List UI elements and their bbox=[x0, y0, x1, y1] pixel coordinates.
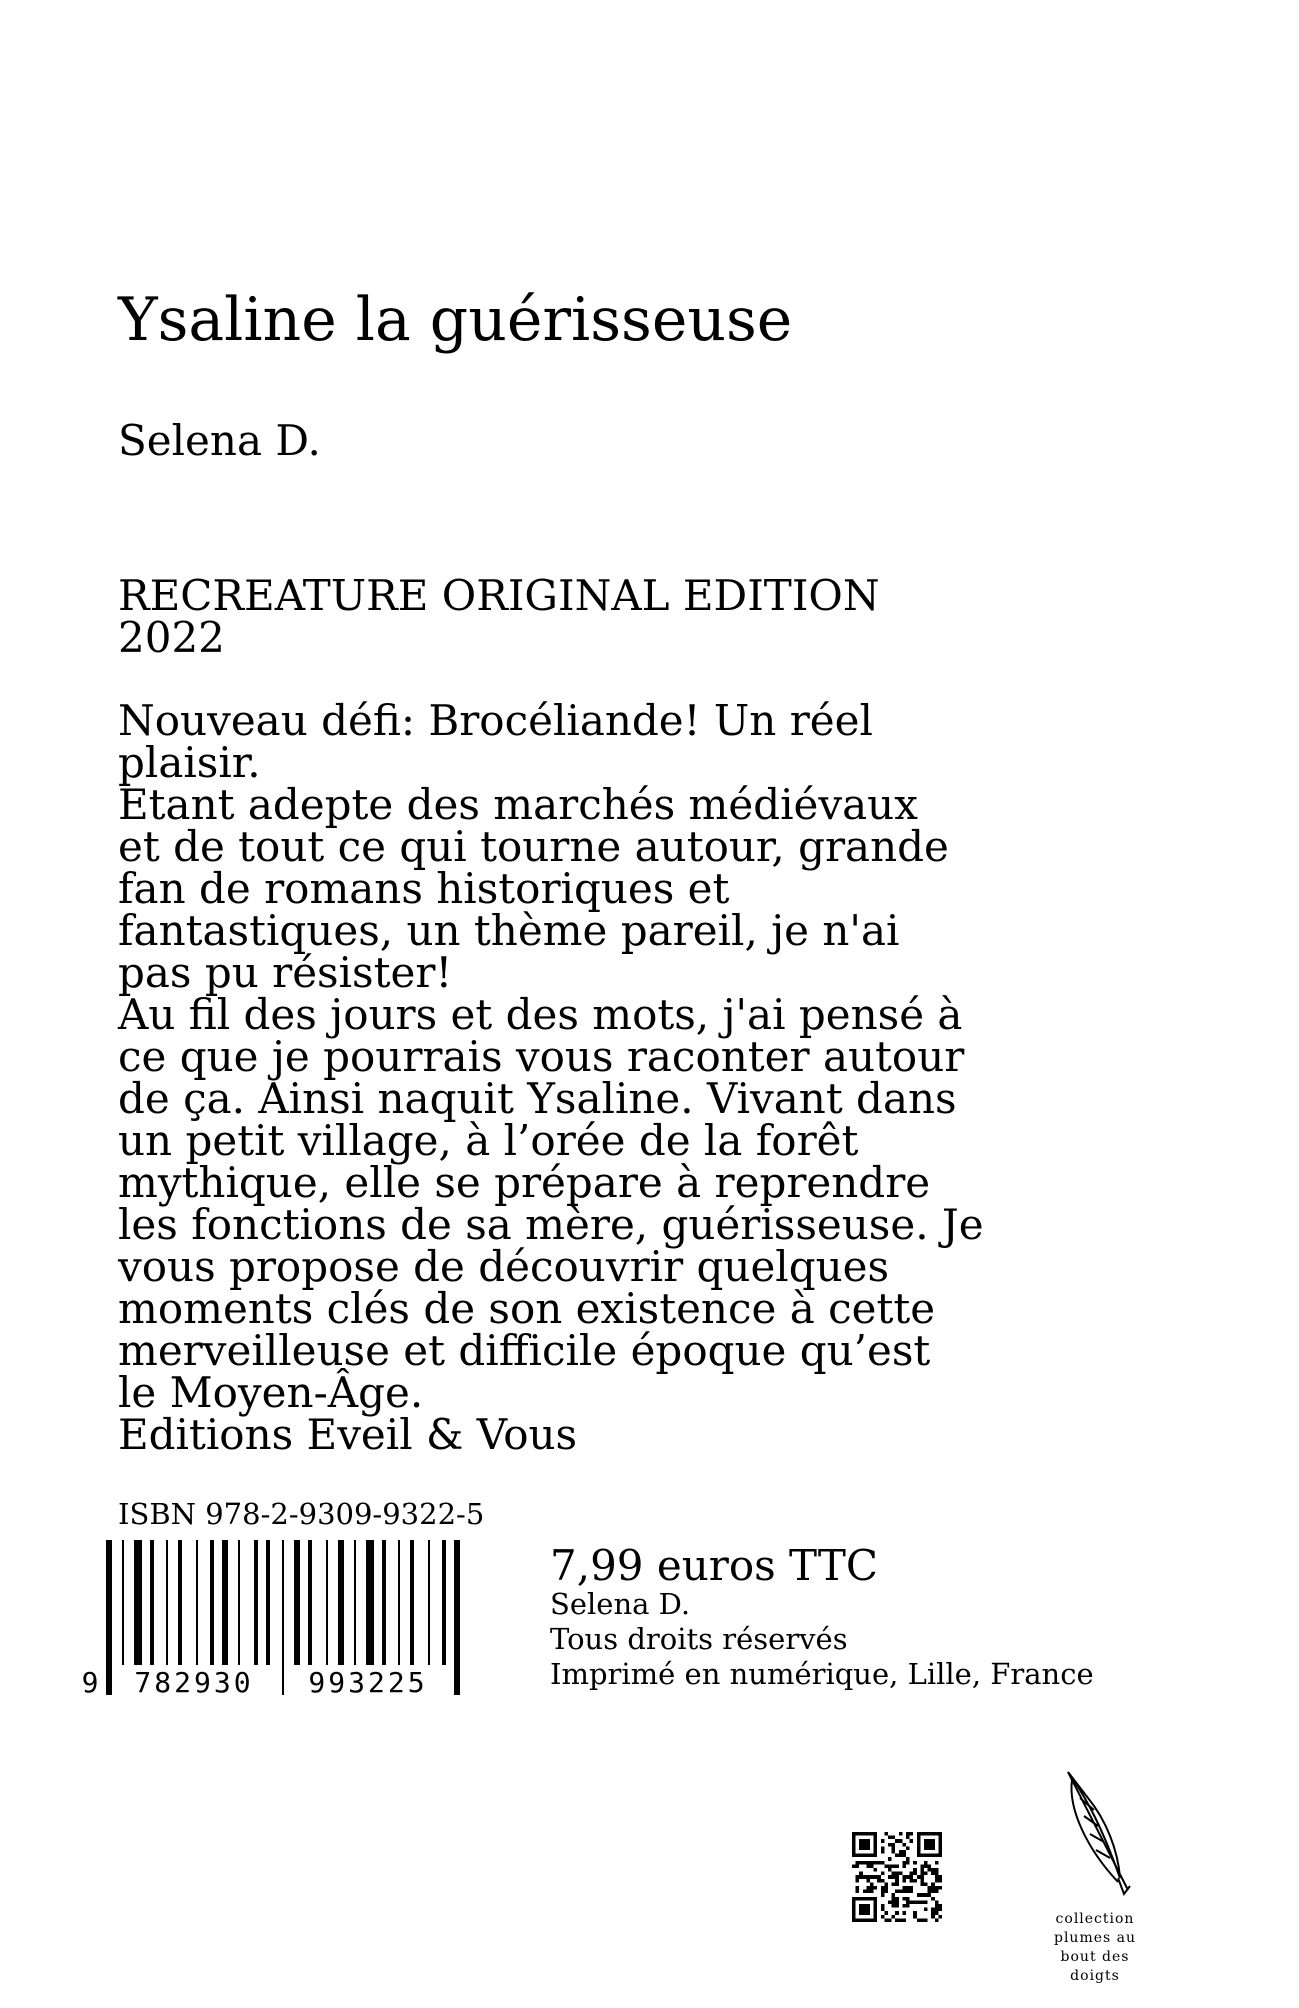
qr-module bbox=[913, 1900, 917, 1904]
qr-module bbox=[902, 1904, 906, 1908]
qr-module bbox=[910, 1886, 914, 1890]
qr-module bbox=[866, 1864, 870, 1868]
qr-module bbox=[913, 1861, 917, 1865]
qr-module bbox=[899, 1839, 903, 1843]
barcode-bar bbox=[166, 1540, 168, 1665]
qr-module bbox=[899, 1918, 903, 1922]
barcode-bar bbox=[210, 1540, 214, 1665]
qr-module bbox=[884, 1832, 888, 1836]
qr-module bbox=[895, 1911, 899, 1915]
qr-module bbox=[906, 1897, 910, 1901]
qr-module bbox=[888, 1918, 892, 1922]
qr-module bbox=[899, 1890, 903, 1894]
qr-module bbox=[910, 1832, 914, 1836]
qr-finder bbox=[859, 1839, 870, 1850]
blurb bbox=[118, 696, 1218, 1459]
qr-module bbox=[892, 1882, 896, 1886]
barcode-digit-first: 9 bbox=[81, 1666, 99, 1699]
barcode-bar bbox=[222, 1540, 228, 1665]
qr-module bbox=[920, 1864, 924, 1868]
qr-module bbox=[881, 1886, 885, 1890]
qr-module bbox=[870, 1861, 874, 1865]
qr-module bbox=[852, 1864, 856, 1868]
qr-module bbox=[928, 1893, 932, 1897]
qr-module bbox=[910, 1872, 914, 1876]
qr-module bbox=[895, 1882, 899, 1886]
qr-module bbox=[906, 1890, 910, 1894]
barcode-bar bbox=[382, 1540, 386, 1665]
qr-module bbox=[899, 1850, 903, 1854]
qr-module bbox=[892, 1864, 896, 1868]
qr-module bbox=[892, 1904, 896, 1908]
qr-module bbox=[874, 1868, 878, 1872]
collection-name bbox=[1040, 1910, 1150, 1986]
barcode-bar bbox=[398, 1540, 400, 1665]
qr-module bbox=[859, 1872, 863, 1876]
collection-line: bout des bbox=[1060, 1949, 1130, 1965]
qr-module bbox=[931, 1886, 935, 1890]
collection-line: plumes au bbox=[1053, 1930, 1136, 1946]
qr-module bbox=[931, 1908, 935, 1912]
qr-module bbox=[866, 1861, 870, 1865]
qr-module bbox=[870, 1864, 874, 1868]
rights-notice: Tous droits réservés bbox=[550, 1622, 848, 1656]
qr-module bbox=[931, 1872, 935, 1876]
barcode-bar bbox=[454, 1540, 460, 1695]
barcode-bar bbox=[442, 1540, 446, 1665]
qr-module bbox=[924, 1864, 928, 1868]
qr-module bbox=[906, 1836, 910, 1840]
qr-module bbox=[892, 1875, 896, 1879]
qr-module bbox=[913, 1915, 917, 1919]
qr-module bbox=[895, 1864, 899, 1868]
qr-module bbox=[913, 1879, 917, 1883]
qr-module bbox=[920, 1868, 924, 1872]
qr-module bbox=[906, 1886, 910, 1890]
qr-module bbox=[931, 1882, 935, 1886]
barcode-bar bbox=[196, 1540, 198, 1665]
qr-module bbox=[938, 1908, 942, 1912]
price-block bbox=[550, 1541, 1094, 1692]
qr-module bbox=[906, 1900, 910, 1904]
qr-finder bbox=[917, 1832, 942, 1836]
qr-module bbox=[892, 1900, 896, 1904]
qr-module bbox=[899, 1854, 903, 1858]
qr-module bbox=[902, 1897, 906, 1901]
feather-icon bbox=[1058, 1770, 1138, 1900]
barcode-digits-right: 993225 bbox=[308, 1666, 428, 1699]
blurb-line: vous propose de découvrir quelques bbox=[118, 1242, 890, 1291]
qr-module bbox=[888, 1900, 892, 1904]
barcode-bar bbox=[410, 1540, 414, 1665]
qr-module bbox=[938, 1904, 942, 1908]
qr-module bbox=[902, 1886, 906, 1890]
qr-module bbox=[920, 1879, 924, 1883]
qr-module bbox=[924, 1893, 928, 1897]
qr-module bbox=[888, 1836, 892, 1840]
barcode-bar bbox=[122, 1540, 124, 1665]
blurb-line: pas pu résister! bbox=[118, 948, 453, 997]
barcode-digits-left: 782930 bbox=[134, 1666, 254, 1699]
qr-module bbox=[881, 1839, 885, 1843]
qr-module bbox=[895, 1904, 899, 1908]
qr-module bbox=[935, 1918, 939, 1922]
blurb-line: un petit village, à l’orée de la forêt bbox=[118, 1116, 859, 1165]
qr-module bbox=[920, 1872, 924, 1876]
barcode-bar bbox=[106, 1540, 112, 1695]
blurb-line: et de tout ce qui tourne autour, grande bbox=[118, 822, 949, 871]
qr-module bbox=[920, 1893, 924, 1897]
qr-module bbox=[902, 1879, 906, 1883]
qr-module bbox=[874, 1886, 878, 1890]
qr-module bbox=[924, 1918, 928, 1922]
qr-module bbox=[906, 1904, 910, 1908]
qr-module bbox=[895, 1839, 899, 1843]
qr-module bbox=[859, 1861, 863, 1865]
blurb-line: plaisir. bbox=[118, 738, 261, 787]
qr-module bbox=[935, 1904, 939, 1908]
qr-module bbox=[877, 1861, 881, 1865]
qr-module bbox=[920, 1875, 924, 1879]
qr-module bbox=[902, 1864, 906, 1868]
collection-logo bbox=[1040, 1770, 1150, 2000]
qr-module bbox=[881, 1908, 885, 1912]
isbn-label: ISBN 978-2-9309-9322-5 bbox=[118, 1497, 485, 1531]
qr-module bbox=[910, 1890, 914, 1894]
qr-module bbox=[935, 1900, 939, 1904]
qr-module bbox=[935, 1861, 939, 1865]
qr-module bbox=[888, 1868, 892, 1872]
author-name: Selena D. bbox=[118, 416, 321, 465]
qr-module bbox=[924, 1908, 928, 1912]
qr-module bbox=[924, 1900, 928, 1904]
qr-module bbox=[884, 1886, 888, 1890]
qr-module bbox=[856, 1861, 860, 1865]
qr-module bbox=[902, 1911, 906, 1915]
qr-module bbox=[856, 1879, 860, 1883]
qr-module bbox=[870, 1875, 874, 1879]
barcode-bar bbox=[282, 1540, 284, 1695]
blurb-line: fan de romans historiques et bbox=[118, 864, 730, 913]
qr-module bbox=[910, 1900, 914, 1904]
qr-finder bbox=[852, 1918, 877, 1922]
qr-finder bbox=[917, 1854, 942, 1858]
qr-module bbox=[856, 1890, 860, 1894]
collection-line: doigts bbox=[1070, 1968, 1120, 1984]
blurb-line: Etant adepte des marchés médiévaux bbox=[118, 780, 918, 829]
blurb-line: fantastiques, un thème pareil, je n'ai bbox=[118, 906, 900, 955]
barcode-bar bbox=[294, 1540, 300, 1665]
barcode-bar bbox=[178, 1540, 182, 1665]
qr-module bbox=[902, 1854, 906, 1858]
qr-module bbox=[913, 1872, 917, 1876]
qr-module bbox=[902, 1918, 906, 1922]
qr-module bbox=[892, 1872, 896, 1876]
qr-finder bbox=[917, 1832, 921, 1857]
qr-module bbox=[902, 1861, 906, 1865]
blurb-line: ce que je pourrais vous raconter autour bbox=[118, 1032, 965, 1081]
book-title: Ysaline la guérisseuse bbox=[118, 285, 793, 355]
qr-module bbox=[895, 1900, 899, 1904]
qr-module bbox=[884, 1864, 888, 1868]
qr-module bbox=[910, 1875, 914, 1879]
qr-module bbox=[895, 1872, 899, 1876]
qr-module bbox=[938, 1875, 942, 1879]
edition-info bbox=[118, 571, 1218, 662]
copyright-author: Selena D. bbox=[550, 1587, 691, 1621]
qr-module bbox=[884, 1911, 888, 1915]
qr-module bbox=[884, 1918, 888, 1922]
qr-finder bbox=[852, 1897, 856, 1922]
barcode-bar bbox=[238, 1540, 240, 1665]
qr-finder bbox=[859, 1904, 870, 1915]
qr-module bbox=[863, 1861, 867, 1865]
qr-module bbox=[935, 1868, 939, 1872]
qr-module bbox=[902, 1890, 906, 1894]
qr-module bbox=[881, 1872, 885, 1876]
qr-module bbox=[866, 1886, 870, 1890]
qr-module bbox=[902, 1875, 906, 1879]
qr-module bbox=[935, 1908, 939, 1912]
price: 7,99 euros TTC bbox=[550, 1541, 878, 1590]
qr-module bbox=[892, 1836, 896, 1840]
qr-module bbox=[910, 1839, 914, 1843]
qr-module bbox=[874, 1861, 878, 1865]
qr-module bbox=[866, 1879, 870, 1883]
qr-module bbox=[874, 1875, 878, 1879]
qr-module bbox=[910, 1879, 914, 1883]
blurb-line: mythique, elle se prépare à reprendre bbox=[118, 1158, 931, 1207]
qr-module bbox=[935, 1911, 939, 1915]
blurb-line: moments clés de son existence à cette bbox=[118, 1284, 936, 1333]
qr-module bbox=[892, 1846, 896, 1850]
qr-module bbox=[935, 1886, 939, 1890]
qr-module bbox=[881, 1850, 885, 1854]
qr-module bbox=[856, 1875, 860, 1879]
qr-module bbox=[931, 1897, 935, 1901]
qr-module bbox=[895, 1890, 899, 1894]
qr-module bbox=[928, 1886, 932, 1890]
qr-module bbox=[920, 1900, 924, 1904]
qr-finder bbox=[938, 1832, 942, 1857]
qr-module bbox=[895, 1879, 899, 1883]
qr-module bbox=[935, 1875, 939, 1879]
blurb-publisher: Editions Eveil & Vous bbox=[118, 1410, 578, 1459]
qr-code bbox=[852, 1832, 942, 1922]
qr-module bbox=[881, 1846, 885, 1850]
qr-module bbox=[892, 1843, 896, 1847]
qr-module bbox=[938, 1886, 942, 1890]
barcode-bar bbox=[338, 1540, 344, 1665]
qr-module bbox=[931, 1868, 935, 1872]
qr-module bbox=[935, 1890, 939, 1894]
blurb-line: Nouveau défi: Brocéliande! Un réel bbox=[118, 696, 873, 745]
qr-module bbox=[899, 1832, 903, 1836]
qr-module bbox=[917, 1918, 921, 1922]
qr-module bbox=[931, 1915, 935, 1919]
qr-module bbox=[920, 1882, 924, 1886]
qr-module bbox=[935, 1879, 939, 1883]
blurb-line: les fonctions de sa mère, guérisseuse. Je bbox=[118, 1200, 984, 1249]
qr-module bbox=[928, 1868, 932, 1872]
qr-module bbox=[917, 1875, 921, 1879]
qr-module bbox=[928, 1890, 932, 1894]
qr-module bbox=[913, 1911, 917, 1915]
barcode-bar bbox=[308, 1540, 312, 1665]
qr-module bbox=[881, 1890, 885, 1894]
barcode-bar bbox=[254, 1540, 258, 1665]
qr-finder bbox=[924, 1839, 935, 1850]
qr-finder bbox=[874, 1897, 878, 1922]
qr-module bbox=[895, 1897, 899, 1901]
qr-module bbox=[938, 1915, 942, 1919]
qr-module bbox=[920, 1918, 924, 1922]
barcode-bar bbox=[428, 1540, 430, 1665]
qr-module bbox=[870, 1886, 874, 1890]
qr-module bbox=[917, 1900, 921, 1904]
qr-module bbox=[913, 1868, 917, 1872]
qr-module bbox=[906, 1857, 910, 1861]
barcode-bar bbox=[366, 1540, 374, 1665]
qr-module bbox=[895, 1875, 899, 1879]
qr-module bbox=[877, 1875, 881, 1879]
qr-module bbox=[917, 1893, 921, 1897]
blurb-line: Au fil des jours et des mots, j'ai pensé à bbox=[118, 990, 963, 1039]
print-info: Imprimé en numérique, Lille, France bbox=[550, 1657, 1094, 1691]
qr-module bbox=[895, 1918, 899, 1922]
qr-module bbox=[866, 1875, 870, 1879]
qr-module bbox=[902, 1850, 906, 1854]
qr-finder bbox=[852, 1832, 856, 1857]
qr-module bbox=[881, 1904, 885, 1908]
qr-module bbox=[888, 1857, 892, 1861]
qr-module bbox=[931, 1890, 935, 1894]
qr-module bbox=[924, 1872, 928, 1876]
qr-finder bbox=[852, 1854, 877, 1858]
qr-module bbox=[938, 1879, 942, 1883]
qr-module bbox=[888, 1864, 892, 1868]
qr-module bbox=[935, 1872, 939, 1876]
qr-module bbox=[870, 1890, 874, 1894]
blurb-line: le Moyen-Âge. bbox=[118, 1368, 424, 1417]
qr-module bbox=[892, 1915, 896, 1919]
qr-module bbox=[892, 1897, 896, 1901]
qr-module bbox=[866, 1890, 870, 1894]
qr-module bbox=[888, 1843, 892, 1847]
blurb-line: de ça. Ainsi naquit Ysaline. Vivant dans bbox=[118, 1074, 957, 1123]
qr-module bbox=[924, 1882, 928, 1886]
qr-module bbox=[892, 1850, 896, 1854]
barcode-bar bbox=[326, 1540, 328, 1665]
qr-module bbox=[906, 1875, 910, 1879]
qr-module bbox=[924, 1861, 928, 1865]
barcode-bar bbox=[150, 1540, 154, 1665]
qr-module bbox=[881, 1915, 885, 1919]
qr-module bbox=[899, 1872, 903, 1876]
qr-module bbox=[859, 1875, 863, 1879]
qr-module bbox=[863, 1890, 867, 1894]
qr-module bbox=[863, 1875, 867, 1879]
qr-module bbox=[884, 1882, 888, 1886]
qr-module bbox=[892, 1893, 896, 1897]
qr-module bbox=[856, 1886, 860, 1890]
barcode bbox=[76, 1540, 476, 1700]
qr-finder bbox=[874, 1832, 878, 1857]
qr-module bbox=[877, 1879, 881, 1883]
edition-line: RECREATURE ORIGINAL EDITION bbox=[118, 571, 880, 620]
qr-module bbox=[906, 1861, 910, 1865]
qr-module bbox=[881, 1893, 885, 1897]
qr-module bbox=[928, 1864, 932, 1868]
collection-line: collection bbox=[1055, 1911, 1135, 1927]
qr-module bbox=[895, 1854, 899, 1858]
qr-module bbox=[870, 1882, 874, 1886]
qr-module bbox=[906, 1832, 910, 1836]
qr-module bbox=[931, 1911, 935, 1915]
qr-module bbox=[888, 1875, 892, 1879]
barcode-bar bbox=[266, 1540, 270, 1665]
qr-module bbox=[902, 1843, 906, 1847]
qr-finder bbox=[852, 1897, 877, 1901]
qr-module bbox=[881, 1879, 885, 1883]
qr-finder bbox=[852, 1832, 877, 1836]
blurb-line: merveilleuse et difficile époque qu’est bbox=[118, 1326, 931, 1375]
barcode-bar bbox=[354, 1540, 356, 1665]
qr-module bbox=[856, 1864, 860, 1868]
qr-module bbox=[906, 1846, 910, 1850]
qr-module bbox=[881, 1861, 885, 1865]
edition-year: 2022 bbox=[118, 613, 225, 662]
qr-module bbox=[884, 1890, 888, 1894]
barcode-bar bbox=[134, 1540, 142, 1665]
